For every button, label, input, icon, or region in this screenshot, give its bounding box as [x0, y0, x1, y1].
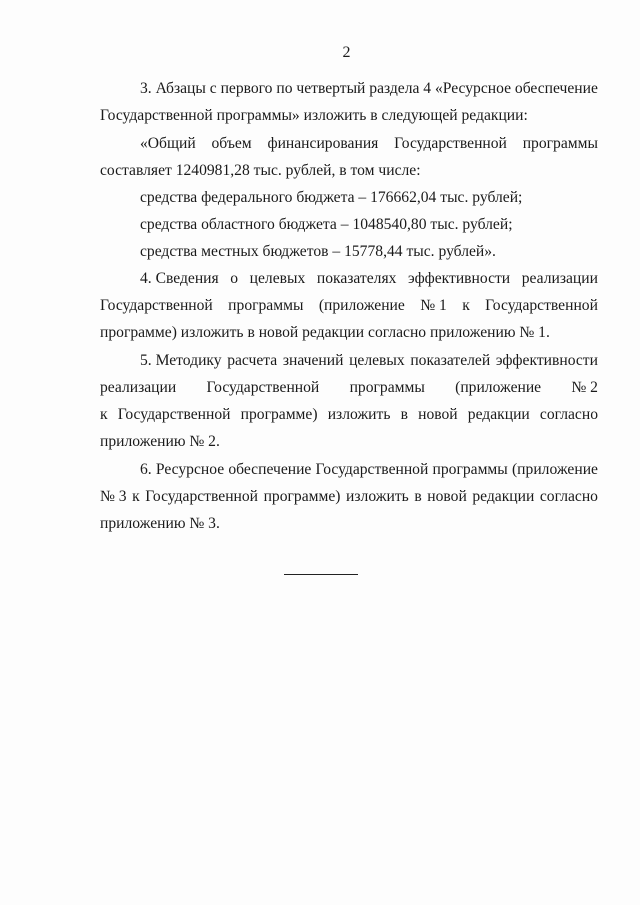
quote-line-2: составляет 1240981,28 тыс. рублей, в том числе: — [100, 162, 421, 179]
text-fragment: Государственной — [394, 135, 507, 152]
text-fragment: новой — [427, 488, 467, 505]
text-fragment: объем — [211, 135, 252, 152]
text-fragment: № 3 — [100, 488, 127, 505]
text-fragment: (приложение — [511, 461, 598, 478]
text-fragment: 4 — [423, 80, 432, 97]
text-fragment: о — [230, 270, 239, 287]
text-fragment: согласно — [539, 488, 598, 505]
text-fragment: четвертый — [296, 80, 366, 97]
text-fragment: «Общий — [140, 135, 196, 152]
text-fragment: к — [132, 488, 140, 505]
text-fragment: изложить — [327, 406, 391, 423]
item-4-line-1 — [100, 265, 598, 292]
item-6-line-2 — [100, 483, 598, 510]
item-5-line-1 — [100, 347, 598, 374]
item-4-line-2 — [100, 292, 598, 319]
document-body — [100, 75, 598, 537]
end-separator-line — [284, 574, 358, 575]
item-4-line-3: программе) изложить в новой редакции согласно приложению № 1. — [100, 324, 550, 341]
text-fragment: обеспечение — [228, 461, 312, 478]
quote-regional-budget: средства областного бюджета – 1048540,80 тыс. рублей; — [140, 216, 513, 233]
text-fragment: редакции — [472, 488, 535, 505]
text-fragment: с — [209, 80, 217, 97]
text-fragment: раздела — [369, 80, 420, 97]
text-fragment: Государственной — [117, 406, 231, 423]
item-5-line-3 — [100, 401, 598, 428]
text-fragment: Государственной — [100, 297, 213, 314]
item-6-line-1 — [100, 456, 598, 483]
text-fragment: согласно — [539, 406, 598, 423]
text-fragment: программе) — [240, 406, 318, 423]
text-fragment: Государственной — [206, 379, 320, 396]
text-fragment: (приложение — [318, 297, 405, 314]
item-3-line-2: Государственной программы» изложить в следующей редакции: — [100, 107, 528, 124]
text-fragment: реализации — [100, 379, 177, 396]
text-fragment: 4. Сведения — [140, 270, 219, 287]
text-fragment: в — [414, 488, 422, 505]
text-fragment: редакции — [467, 406, 530, 423]
text-fragment: реализации — [521, 270, 598, 287]
text-fragment: № 2 — [571, 379, 598, 396]
text-fragment: Государственной — [315, 461, 429, 478]
text-fragment: первого — [220, 80, 273, 97]
item-3-line-1 — [100, 75, 598, 102]
text-fragment: программе) — [263, 488, 341, 505]
text-fragment: Государственной — [145, 488, 259, 505]
text-fragment: 3. — [140, 80, 152, 97]
text-fragment: по — [276, 80, 293, 97]
text-fragment: 6. — [140, 461, 152, 478]
text-fragment: новой — [418, 406, 458, 423]
item-6-line-3: приложению № 3. — [100, 515, 220, 532]
text-fragment: целевых — [249, 270, 306, 287]
text-fragment: показателей — [410, 352, 491, 369]
text-fragment: (приложение — [455, 379, 542, 396]
text-fragment: изложить — [346, 488, 409, 505]
text-fragment: обеспечение — [514, 80, 598, 97]
text-fragment: программы — [522, 135, 598, 152]
text-fragment: в — [400, 406, 408, 423]
text-fragment: расчета — [227, 352, 278, 369]
quote-local-budget: средства местных бюджетов – 15778,44 тыс. рублей». — [140, 243, 496, 260]
text-fragment: эффективности — [408, 270, 511, 287]
text-fragment: к — [100, 406, 108, 423]
text-fragment: финансирования — [267, 135, 379, 152]
text-fragment: Ресурсное — [155, 461, 225, 478]
text-fragment: эффективности — [495, 352, 598, 369]
quote-federal-budget: средства федерального бюджета – 176662,04 тыс. рублей; — [140, 189, 523, 206]
text-fragment: Государственной — [485, 297, 598, 314]
page-number: 2 — [342, 44, 351, 61]
item-5-line-2 — [100, 374, 598, 401]
text-fragment: «Ресурсное — [434, 80, 512, 97]
text-fragment: Абзацы — [155, 80, 206, 97]
text-fragment: показателях — [316, 270, 397, 287]
quote-line-1 — [100, 130, 598, 157]
text-fragment: к — [462, 297, 470, 314]
text-fragment: программы — [349, 379, 425, 396]
item-5-line-4: приложению № 2. — [100, 433, 220, 450]
text-fragment: программы — [432, 461, 508, 478]
text-fragment: программы — [228, 297, 304, 314]
text-fragment: значений — [282, 352, 344, 369]
text-fragment: целевых — [349, 352, 405, 369]
text-fragment: 5. Методику — [140, 352, 222, 369]
text-fragment: № 1 — [420, 297, 447, 314]
